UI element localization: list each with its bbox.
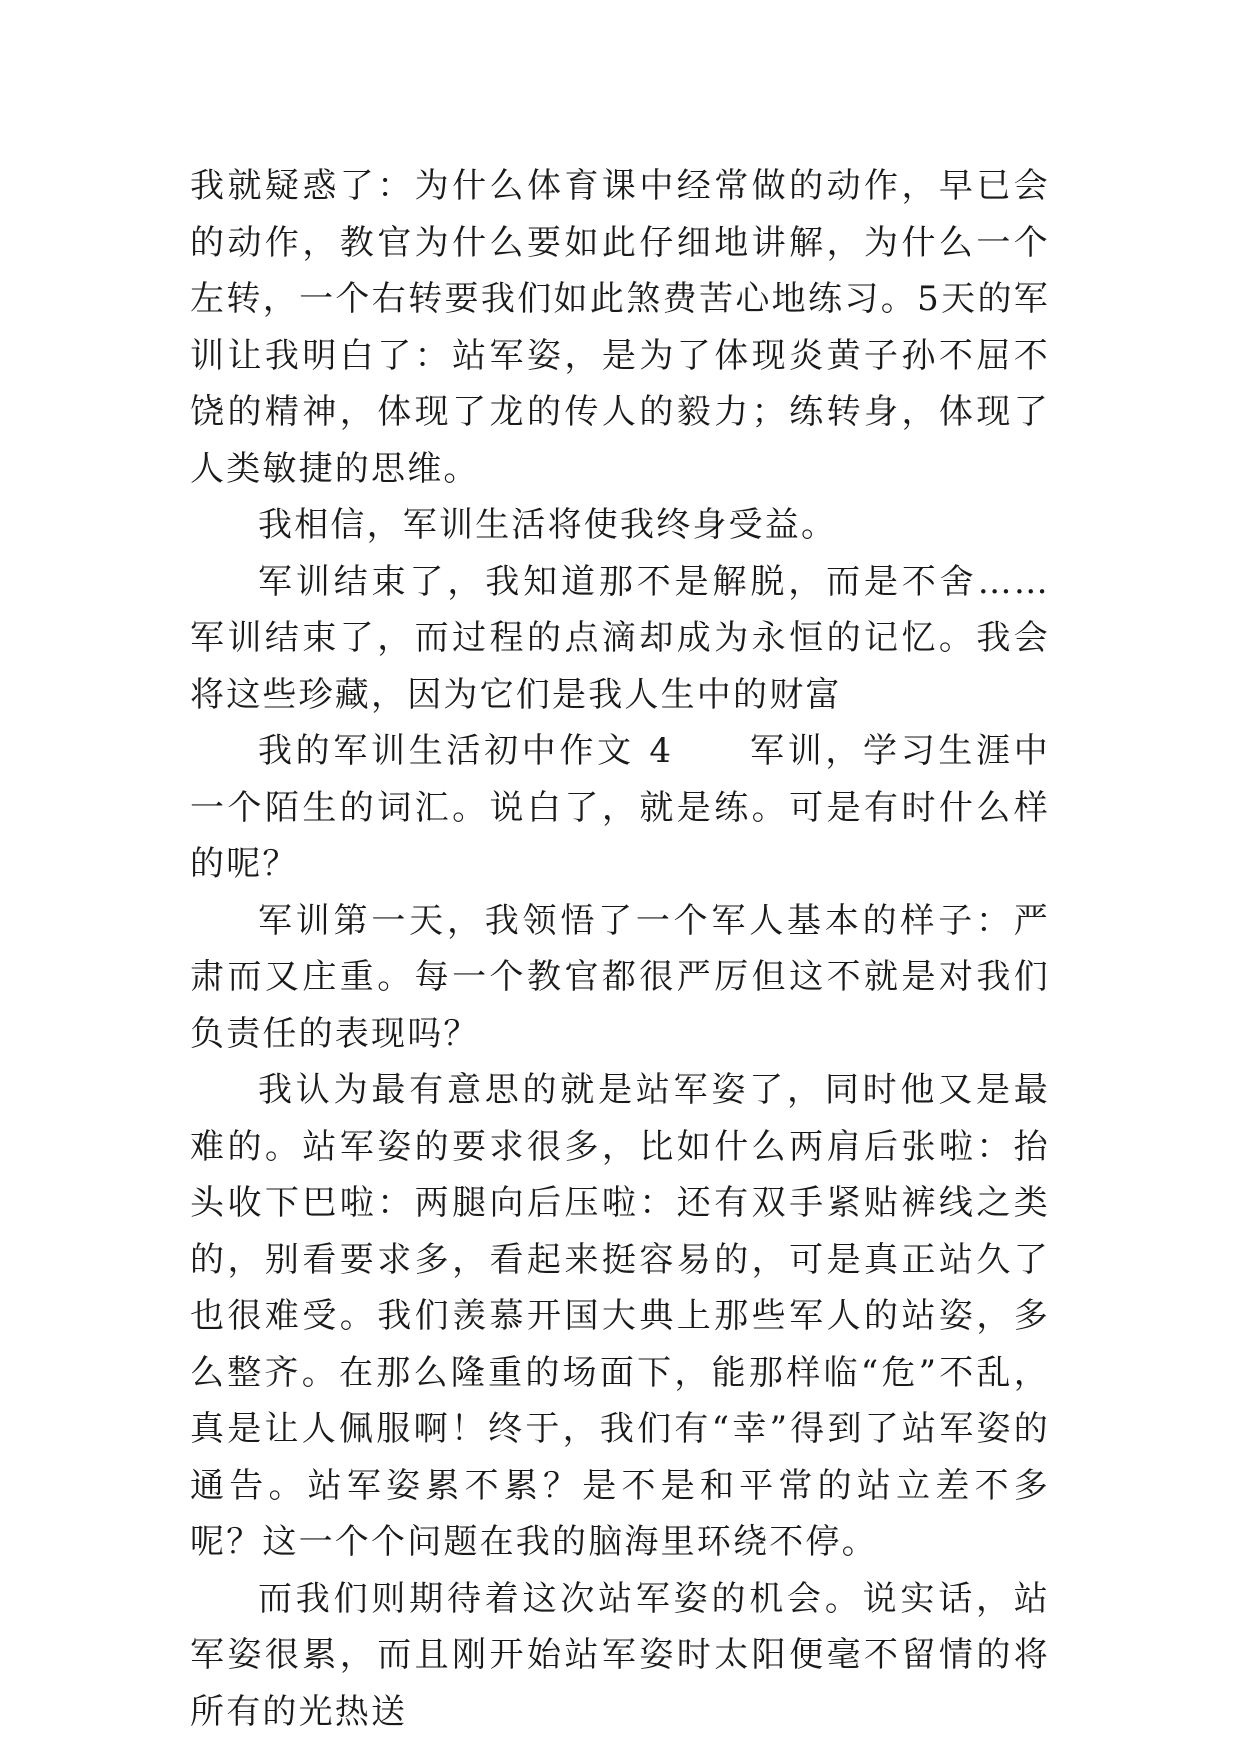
document-body <box>190 158 1050 1740</box>
paragraph-6: 我认为最有意思的就是站军姿了，同时他又是最难的。站军姿的要求很多，比如什么两肩后张啦：抬头收下巴啦：两腿向后压啦：还有双手紧贴裤线之类的，别看要求多，看起来挺容易的，可是真正站久了也很难受。我们羡慕开国大典上那些军人的站姿，多么整齐。在那么隆重的场面下，能那样临“危”不乱，真是让人佩服啊！终于，我们有“幸”得到了站军姿的通告。站军姿累不累？是不是和平常的站立差不多呢？这一个个问题在我的脑海里环绕不停。 <box>190 1070 1050 1562</box>
paragraph-2: 我相信，军训生活将使我终身受益。 <box>258 505 838 545</box>
paragraph-4: 我的军训生活初中作文 4 军训，学习生涯中一个陌生的词汇。说白了，就是练。可是有时什么样的呢？ <box>190 731 1050 884</box>
paragraph-5: 军训第一天，我领悟了一个军人基本的样子：严肃而又庄重。每一个教官都很严厉但这不就是对我们负责任的表现吗？ <box>190 900 1050 1054</box>
paragraph-7: 而我们则期待着这次站军姿的机会。说实话，站军姿很累，而且刚开始站军姿时太阳便毫不留情的将所有的光热送 <box>190 1578 1050 1732</box>
paragraph-1: 我就疑惑了：为什么体育课中经常做的动作，早已会的动作，教官为什么要如此仔细地讲解，为什么一个左转，一个右转要我们如此煞费苦心地练习。5天的军训让我明白了：站军姿，是为了体现炎黄子孙不屈不饶的精神，体现了龙的传人的毅力；练转身，体现了人类敏捷的思维。 <box>190 166 1050 489</box>
paragraph-3: 军训结束了，我知道那不是解脱，而是不舍……军训结束了，而过程的点滴却成为永恒的记忆。我会将这些珍藏，因为它们是我人生中的财富 <box>190 561 1050 715</box>
